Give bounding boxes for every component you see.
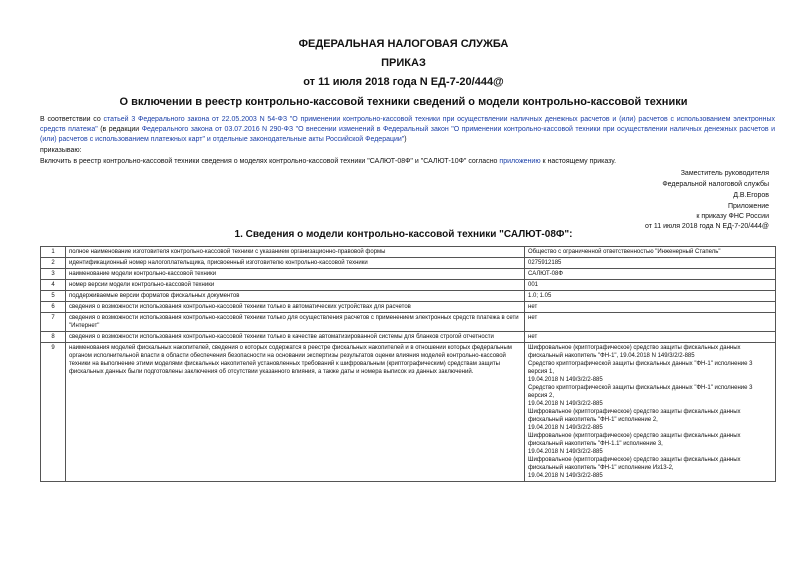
doc-date: от 11 июля 2018 года N ЕД-7-20/444@	[303, 76, 504, 88]
table-row	[41, 269, 776, 280]
value-line: 19.04.2018 N 149/3/2/2-885	[528, 425, 603, 431]
value-line: Шифровальное (криптографическое) средство защиты фискальных данных фискальный накопитель "ФН-1", 19.04.2018 N 149/3/2/2-885	[528, 345, 741, 359]
doc-type: ПРИКАЗ	[381, 57, 426, 69]
section-title: 1. Сведения о модели контрольно-кассовой техники "САЛЮТ-08Ф":	[234, 229, 573, 240]
doc-subject: О включении в реестр контрольно-кассовой техники сведений о модели контрольно-кассовой техники	[119, 96, 688, 108]
table-row	[41, 280, 776, 291]
value-line: Средство криптографической защиты фискальных данных "ФН-1" исполнение 3 версия 1,	[528, 361, 753, 375]
value-line: 19.04.2018 N 149/3/2/2-885	[528, 401, 603, 407]
value-line: Шифровальное (криптографическое) средство защиты фискальных данных фискальный накопитель "ФН-1" исполнение Из13-2,	[528, 457, 741, 471]
order-text: к настоящему приказу.	[540, 158, 617, 165]
row-field-value	[525, 332, 776, 343]
table-row	[41, 343, 776, 482]
row-number: 9	[41, 343, 66, 482]
row-field-name: сведения о возможности использования контрольно-кассовой техники только в качестве автоматизированной системы для бланков строгой отчетности	[66, 332, 525, 343]
row-field-value	[525, 280, 776, 291]
value-line: 1.0; 1.05	[528, 293, 552, 299]
row-field-value	[525, 247, 776, 258]
table-row	[41, 302, 776, 313]
row-field-value	[525, 313, 776, 332]
value-line: 19.04.2018 N 149/3/2/2-885	[528, 473, 603, 479]
table-row	[41, 258, 776, 269]
table-row	[41, 313, 776, 332]
row-field-value	[525, 291, 776, 302]
appendix-date: от 11 июля 2018 года N ЕД-7-20/444@	[645, 223, 769, 230]
table-row	[41, 247, 776, 258]
appendix-link[interactable]: приложению	[499, 158, 541, 165]
signature-name: Д.В.Егоров	[733, 192, 769, 199]
value-line: нет	[528, 315, 538, 321]
table-row	[41, 332, 776, 343]
row-field-name: поддерживаемые версии форматов фискальных документов	[66, 291, 525, 302]
value-line: Общество с ограниченной ответственностью "Инженерный Стапель"	[528, 249, 721, 255]
org-title: ФЕДЕРАЛЬНАЯ НАЛОГОВАЯ СЛУЖБА	[298, 38, 509, 50]
value-line: Шифровальное (криптографическое) средство защиты фискальных данных фискальный накопитель "ФН-1.1" исполнение 3,	[528, 433, 741, 447]
law-link-54fz[interactable]: статьей 3 Федерального закона от 22.05.2003 N 54-ФЗ "О применении контрольно-кассовой техники при осуществлении наличных денежных расчетов и (или) расчетов с использованием электронных средств платежа"	[40, 116, 775, 133]
row-field-value	[525, 343, 776, 482]
row-field-name: сведения о возможности использования контрольно-кассовой техники только для осуществления расчетов с применением электронных средств платежа в сети "Интернет"	[66, 313, 525, 332]
row-field-name: сведения о возможности использования контрольно-кассовой техники только в автоматических устройствах для расчетов	[66, 302, 525, 313]
table-body	[41, 247, 776, 482]
row-number: 4	[41, 280, 66, 291]
value-line: 001	[528, 282, 539, 288]
signature-position: Заместитель руководителя	[680, 170, 769, 177]
row-number: 7	[41, 313, 66, 332]
value-line: 19.04.2018 N 149/3/2/2-885	[528, 449, 603, 455]
appendix-ref: к приказу ФНС России	[696, 213, 769, 220]
row-field-name: номер версии модели контрольно-кассовой техники	[66, 280, 525, 291]
value-line: Шифровальное (криптографическое) средство защиты фискальных данных фискальный накопитель "ФН-1" исполнение 2,	[528, 409, 741, 423]
row-field-name: наименования моделей фискальных накопителей, сведения о которых содержатся в реестре фискальных накопителей и в отношении которых федеральным органом исполнительной власти в области обеспечения безопасности на основании экспертизы результатов оценки влияния моделей контрольно-кассовой техники на выполнение этими моделями фискальных накопителей установленных требований к шифровальным (криптографическим) средствам защиты фискальных данных были подготовлены заключения об отсутствии указанного влияния, а также даты и номера выписок из данных заключений.	[66, 343, 525, 482]
preamble-text: )	[404, 136, 407, 143]
row-field-value	[525, 269, 776, 280]
row-number: 1	[41, 247, 66, 258]
row-field-name: идентификационный номер налогоплательщика, присвоенный изготовителю контрольно-кассовой техники	[66, 258, 525, 269]
row-number: 3	[41, 269, 66, 280]
appendix-label: Приложение	[727, 203, 769, 210]
row-number: 6	[41, 302, 66, 313]
row-number: 5	[41, 291, 66, 302]
row-number: 8	[41, 332, 66, 343]
preamble-text: В соответствии со	[40, 116, 104, 123]
row-field-name: наименование модели контрольно-кассовой техники	[66, 269, 525, 280]
value-line: 19.04.2018 N 149/3/2/2-885	[528, 377, 603, 383]
row-field-name: полное наименование изготовителя контрольно-кассовой техники с указанием организационно-правовой формы	[66, 247, 525, 258]
value-line: нет	[528, 304, 538, 310]
table-row	[41, 291, 776, 302]
preamble-paragraph	[40, 115, 775, 145]
order-word: приказываю:	[40, 147, 82, 154]
value-line: нет	[528, 334, 538, 340]
order-text: Включить в реестр контрольно-кассовой техники сведения о моделях контрольно-кассовой техники "САЛЮТ-08Ф" и "САЛЮТ-10Ф" согласно	[40, 158, 500, 165]
order-paragraph	[40, 157, 775, 167]
row-number: 2	[41, 258, 66, 269]
preamble-text: (в редакции	[97, 126, 142, 133]
row-field-value	[525, 302, 776, 313]
value-line: 0275912185	[528, 260, 562, 266]
signature-agency: Федеральной налоговой службы	[662, 181, 769, 188]
kkt-info-table	[40, 246, 776, 482]
row-field-value	[525, 258, 776, 269]
law-link-290fz[interactable]: Федерального закона от 03.07.2016 N 290-ФЗ "О внесении изменений в Федеральный закон "О применении контрольно-кассовой техники при осуществлении наличных денежных расчетов и (или) расчетов с использованием платежных карт" и отдельные законодательные акты Российской Федерации"	[40, 126, 776, 143]
value-line: САЛЮТ-08Ф	[528, 271, 563, 277]
value-line: Средство криптографической защиты фискальных данных "ФН-1" исполнение 3 версия 2,	[528, 385, 753, 399]
